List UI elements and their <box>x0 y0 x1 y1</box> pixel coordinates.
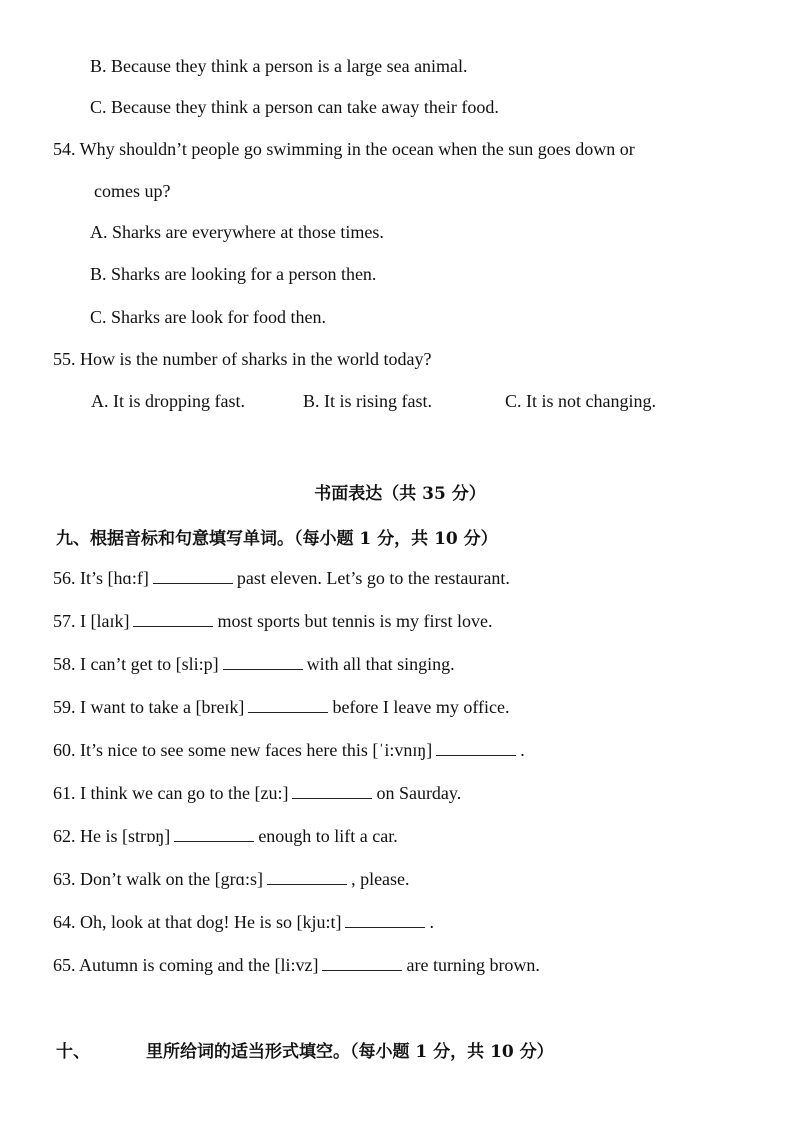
answer-blank[interactable] <box>292 782 372 799</box>
answer-blank[interactable] <box>345 911 425 928</box>
fill-blank-item <box>53 696 510 718</box>
item-prompt: 56. It’s [hɑ:f] <box>53 568 149 588</box>
q55-option-b: B. It is rising fast. <box>303 391 432 411</box>
part10-heading <box>56 1037 554 1062</box>
item-continuation: past eleven. Let’s go to the restaurant. <box>236 568 510 588</box>
item-prompt: 62. He is [strɒŋ] <box>53 826 171 846</box>
item-continuation: , please. <box>351 869 410 889</box>
q55-option-c: C. It is not changing. <box>505 391 656 411</box>
item-continuation: . <box>520 740 525 760</box>
fill-blank-item <box>53 653 455 675</box>
q54-stem: 54. Why shouldn’t people go swimming in the ocean when the sun goes down or <box>53 139 635 159</box>
item-prompt: 60. It’s nice to see some new faces here this [ˈi:vnɪŋ] <box>53 740 433 760</box>
fill-blank-item <box>53 825 398 847</box>
item-continuation: . <box>429 912 434 932</box>
fill-blank-item <box>53 739 525 761</box>
item-continuation: enough to lift a car. <box>258 826 398 846</box>
answer-blank[interactable] <box>248 696 328 713</box>
item-prompt: 58. I can’t get to [sli:p] <box>53 654 219 674</box>
part10-heading-text: 里所给词的适当形式填空。（每小题 1 分，共 10 分） <box>146 1042 554 1062</box>
item-prompt: 63. Don’t walk on the [grɑ:s] <box>53 869 264 889</box>
q54-option-a: A. Sharks are everywhere at those times. <box>90 222 384 242</box>
item-continuation: on Saurday. <box>376 783 462 803</box>
fill-blank-item <box>53 567 510 589</box>
q54-option-c: C. Sharks are look for food then. <box>90 307 326 327</box>
item-continuation: are turning brown. <box>406 955 540 975</box>
fill-blank-item <box>53 911 434 933</box>
item-prompt: 57. I [laɪk] <box>53 611 130 631</box>
fill-blank-item <box>53 868 410 890</box>
q54-stem-continued: comes up? <box>94 181 171 201</box>
q55-stem: 55. How is the number of sharks in the world today? <box>53 349 432 369</box>
item-prompt: 65. Autumn is coming and the [li:vz] <box>53 955 319 975</box>
answer-blank[interactable] <box>133 610 213 627</box>
section-title: 书面表达（共 35 分） <box>314 484 486 504</box>
answer-blank[interactable] <box>267 868 347 885</box>
item-prompt: 59. I want to take a [breɪk] <box>53 697 245 717</box>
item-continuation: with all that singing. <box>306 654 455 674</box>
item-prompt: 61. I think we can go to the [zu:] <box>53 783 289 803</box>
answer-blank[interactable] <box>436 739 516 756</box>
item-prompt: 64. Oh, look at that dog! He is so [kju:t] <box>53 912 342 932</box>
q53-option-c: C. Because they think a person can take away their food. <box>90 97 499 117</box>
q55-option-a: A. It is dropping fast. <box>91 391 245 411</box>
fill-blank-item <box>53 782 461 804</box>
part10-heading-prefix: 十、 <box>56 1042 90 1062</box>
answer-blank[interactable] <box>322 954 402 971</box>
part9-heading: 九、根据音标和句意填写单词。（每小题 1 分，共 10 分） <box>56 529 498 549</box>
answer-blank[interactable] <box>174 825 254 842</box>
item-continuation: before I leave my office. <box>332 697 510 717</box>
item-continuation: most sports but tennis is my first love. <box>217 611 493 631</box>
fill-blank-item <box>53 954 540 976</box>
answer-blank[interactable] <box>153 567 233 584</box>
answer-blank[interactable] <box>223 653 303 670</box>
q54-option-b: B. Sharks are looking for a person then. <box>90 264 377 284</box>
q53-option-b: B. Because they think a person is a large sea animal. <box>90 56 468 76</box>
fill-blank-item <box>53 610 493 632</box>
